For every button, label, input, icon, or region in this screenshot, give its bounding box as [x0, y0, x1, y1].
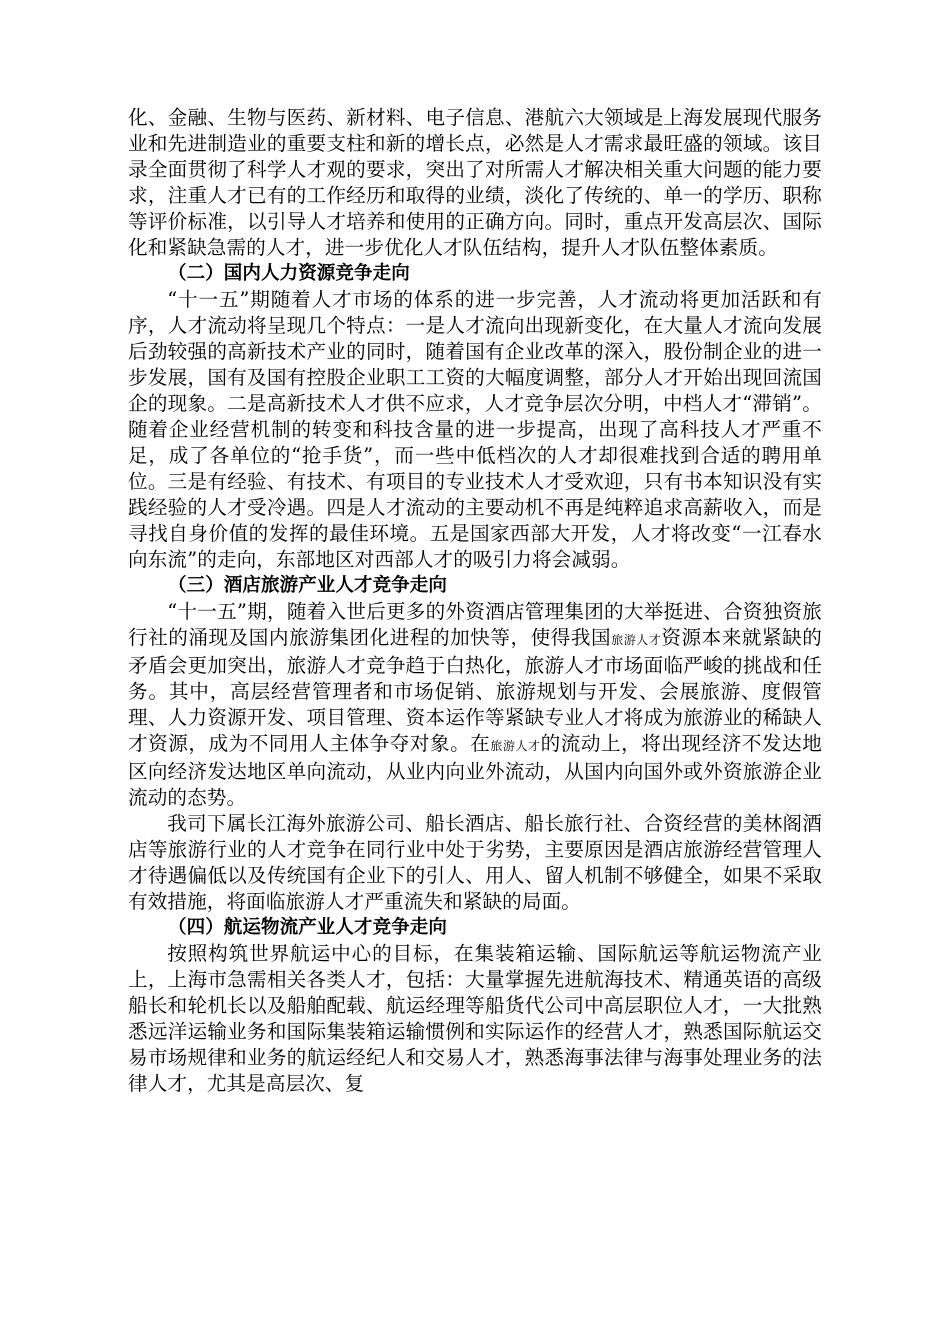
paragraph-3-part-b: 资源本来就紧缺的矛盾会更加突出，旅游人才竞争趋于白热化，旅游人才市场面临严峻的挑战和任务。其中，高层经营管理者和市场促销、旅游规划与开发、会展旅游、度假管理、人力资源开发、项目管理、资本运作等紧缺专业人才将成为旅游业的稀缺人才资源，成为不同用人主体争夺对象。在 [128, 626, 822, 755]
paragraph-3-part-c: 的流动上，将出现经济不发达地区向经济发达地区单向流动，从业内向业外流动，从国内向国外或外资旅游企业流动的态势。 [128, 732, 823, 809]
section-heading-2: （二）国内人力资源竞争走向 [168, 263, 410, 284]
paragraph-1: 化、金融、生物与医药、新材料、电子信息、港航六大领域是上海发展现代服务业和先进制造业的重要支柱和新的增长点，必然是人才需求最旺盛的领域。该目录全面贯彻了科学人才观的要求，突出了对所需人才解决相关重大问题的能力要求，注重人才已有的工作经历和取得的业绩，淡化了传统的、单一的学历、职称等评价标准，以引导人才培养和使用的正确方向。同时，重点开发高层次、国际化和紧缺急需的人才，进一步优化人才队伍结构，提升人才队伍整体素质。 [128, 106, 822, 259]
section-heading-4: （四）航运物流产业人才竞争走向 [168, 917, 448, 938]
paragraph-4: 我司下属长江海外旅游公司、船长酒店、船长旅行社、合资经营的美林阁酒店等旅游行业的人才竞争在同行业中处于劣势，主要原因是酒店旅游经营管理人才待遇偏低以及传统国有企业下的引人、用人、留人机制不够健全，如果不采取有效措施，将面临旅游人才严重流失和紧缺的局面。 [128, 812, 822, 913]
paragraph-3-small-text-1: 旅游人才 [611, 633, 662, 647]
paragraph-3-part-a: “十一五”期，随着入世后更多的外资酒店管理集团的大举挺进、合资独资旅行社的涌现及国内旅游集团化进程的加快等，使得我国 [128, 600, 822, 649]
section-heading-3: （三）酒店旅游产业人才竞争走向 [168, 575, 448, 596]
paragraph-3-small-text-2: 旅游人才 [490, 739, 541, 753]
document-body [128, 105, 822, 1097]
paragraph-3 [128, 599, 822, 811]
paragraph-5: 按照构筑世界航运中心的目标，在集装箱运输、国际航运等航运物流产业上，上海市急需相关各类人才，包括：大量掌握先进航海技术、精通英语的高级船长和轮机长以及船舶配载、航运经理等船货代公司中高层职位人才，一大批熟悉远洋运输业务和国际集装箱运输惯例和实际运作的经营人才，熟悉国际航运交易市场规律和业务的航运经纪人和交易人才，熟悉海事法律与海事处理业务的法律人才，尤其是高层次、复 [128, 942, 822, 1095]
paragraph-2: “十一五”期随着人才市场的体系的进一步完善，人才流动将更加活跃和有序，人才流动将呈现几个特点：一是人才流向出现新变化，在大量人才流向发展后劲较强的高新技术产业的同时，随着国有企业改革的深入，股份制企业的进一步发展，国有及国有控股企业职工工资的大幅度调整，部分人才开始出现回流国企的现象。二是高新技术人才供不应求，人才竞争层次分明，中档人才“滞销”。随着企业经营机制的转变和科技含量的进一步提高，出现了高科技人才严重不足，成了各单位的“抢手货”，而一些中低档次的人才却很难找到合适的聘用单位。三是有经验、有技术、有项目的专业技术人才受欢迎，只有书本知识没有实践经验的人才受冷遇。四是人才流动的主要动机不再是纯粹追求高薪收入，而是寻找自身价值的发挥的最佳环境。五是国家西部大开发，人才将改变“一江春水向东流”的走向，东部地区对西部人才的吸引力将会减弱。 [128, 288, 822, 571]
